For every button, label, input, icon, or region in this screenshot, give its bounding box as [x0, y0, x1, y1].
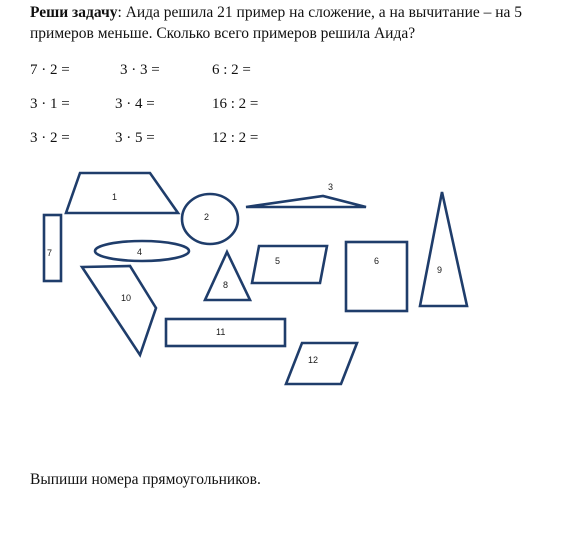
shape-6-square	[346, 242, 407, 311]
exercise-5: 3 · 4 =	[115, 96, 155, 112]
shape-11-label: 11	[216, 327, 226, 337]
shape-3-label: 3	[328, 182, 334, 192]
exercise-8: 3 · 5 =	[115, 130, 155, 146]
shape-9-label: 9	[437, 265, 443, 275]
exercise-1: 7 · 2 =	[30, 62, 70, 78]
shape-1-trapezoid	[66, 173, 178, 213]
shape-4-label: 4	[137, 247, 143, 257]
shape-8-label: 8	[223, 280, 229, 290]
shape-6-label: 6	[374, 256, 380, 266]
shape-10-quadrilateral	[82, 266, 156, 355]
shape-8-triangle	[205, 252, 250, 300]
shape-2-label: 2	[204, 212, 210, 222]
exercise-4: 3 · 1 =	[30, 96, 70, 112]
shape-5-parallelogram	[252, 246, 327, 283]
shape-1-label: 1	[112, 192, 118, 202]
shape-11-rectangle	[166, 319, 285, 346]
problem-text: : Аида решила 21 пример на сложение, а на вычитание – на 5 примеров меньше. Сколько всего примеров решила Аида?	[30, 4, 523, 42]
shape-7-label: 7	[47, 248, 53, 258]
shape-10-label: 10	[121, 293, 132, 303]
shape-5-label: 5	[275, 256, 281, 266]
exercise-9: 12 : 2 =	[212, 130, 259, 146]
exercise-7: 3 · 2 =	[30, 130, 70, 146]
exercise-2: 3 · 3 =	[120, 62, 160, 78]
shape-2-circle	[182, 194, 238, 244]
problem-heading: Реши задачу	[30, 4, 118, 21]
shape-12-label: 12	[308, 355, 319, 365]
shape-9-triangle	[420, 192, 467, 306]
shape-12-parallelogram	[286, 343, 357, 384]
task-instruction: Выпиши номера прямоугольников.	[30, 471, 261, 488]
shape-3-triangle	[246, 196, 366, 207]
exercise-6: 16 : 2 =	[212, 96, 259, 112]
exercise-3: 6 : 2 =	[212, 62, 251, 78]
